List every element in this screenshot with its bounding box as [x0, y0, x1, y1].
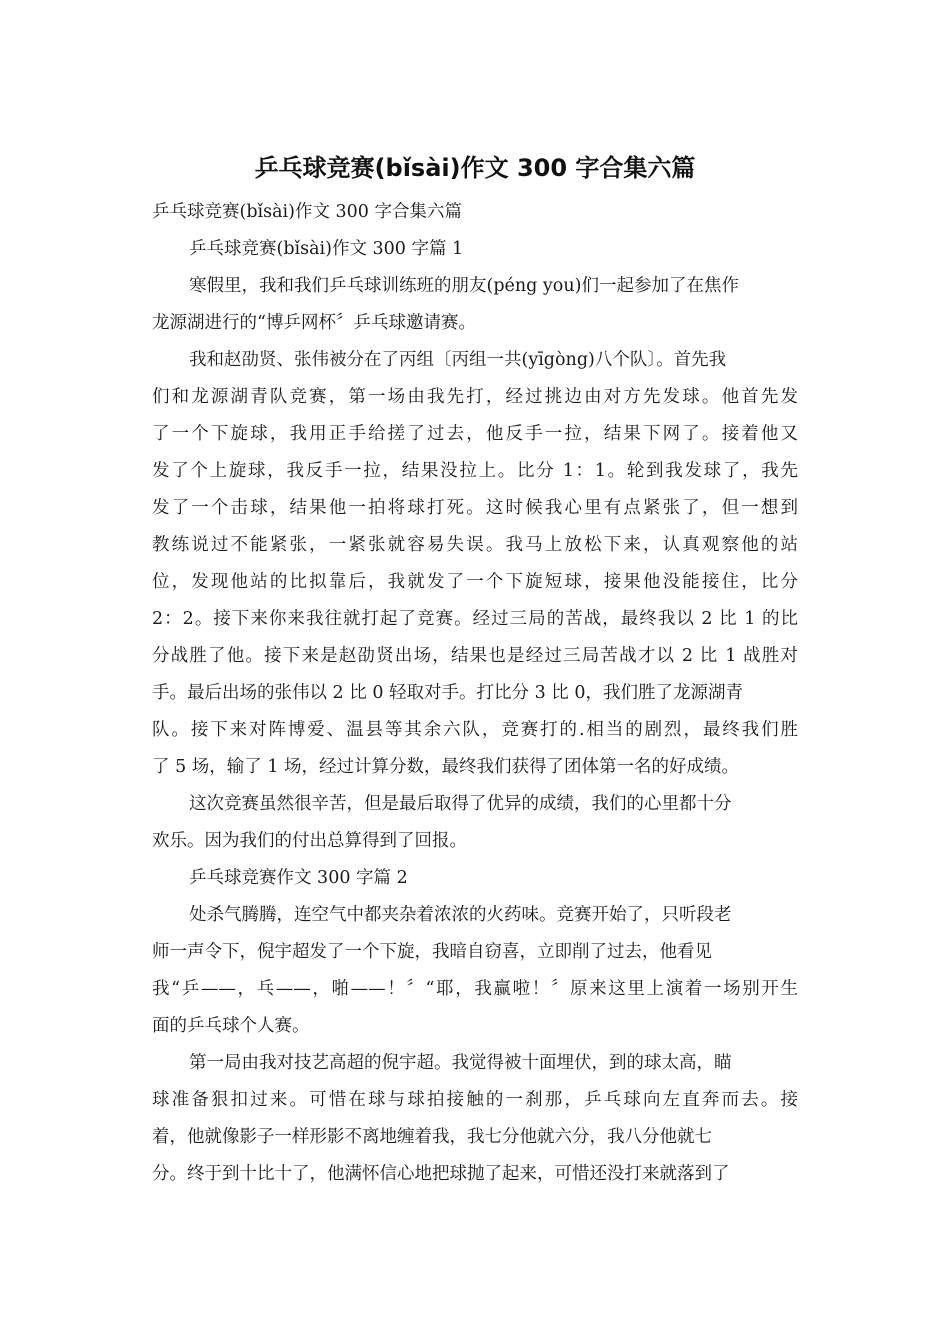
paragraph-line: 我“乒——，乓——，啪——！〞“耶，我赢啦！〞原来这里上演着一场别开生 — [152, 979, 798, 999]
paragraph-line: 发了个上旋球，我反手一拉，结果没拉上。比分 1：1。轮到我发球了，我先 — [152, 461, 798, 481]
subtitle-line: 乒乓球竞赛(bǐsài)作文 300 字合集六篇 — [152, 202, 462, 222]
paragraph-line: 了一个下旋球，我用正手给搓了过去，他反手一拉，结果下网了。接着他又 — [152, 424, 798, 444]
document-title: 乒乓球竞赛(bǐsài)作文 300 字合集六篇 — [254, 154, 696, 182]
paragraph-line: 我和赵劭贤、张伟被分在了丙组〔丙组一共(yīgòng)八个队〕。首先我 — [189, 350, 727, 370]
paragraph-line: 队。接下来对阵博爱、温县等其余六队，竞赛打的.相当的剧烈，最终我们胜 — [152, 720, 798, 740]
paragraph-line: 第一局由我对技艺高超的倪宇超。我觉得被十面埋伏，到的球太高，瞄 — [189, 1053, 732, 1073]
paragraph-line: 分。终于到十比十了，他满怀信心地把球抛了起来，可惜还没打来就落到了 — [152, 1164, 730, 1184]
paragraph-line: 分战胜了他。接下来是赵劭贤出场，结果也是经过三局苦战才以 2 比 1 战胜对 — [152, 646, 798, 666]
paragraph-line: 们和龙源湖青队竞赛，第一场由我先打，经过挑边由对方先发球。他首先发 — [152, 387, 798, 407]
paragraph-line: 发了一个击球，结果他一拍将球打死。这时候我心里有点紧张了，但一想到 — [152, 498, 798, 518]
section-heading-1: 乒乓球竞赛(bǐsài)作文 300 字篇 1 — [189, 239, 464, 259]
paragraph-line: 龙源湖进行的“博乒网杯〞乒乓球邀请赛。 — [152, 313, 476, 333]
paragraph-line: 处杀气腾腾，连空气中都夹杂着浓浓的火药味。竞赛开始了，只听段老 — [189, 905, 732, 925]
paragraph-line: 2：2。接下来你来我往就打起了竞赛。经过三局的苦战，最终我以 2 比 1 的比 — [152, 609, 798, 629]
paragraph-line: 欢乐。因为我们的付出总算得到了回报。 — [152, 831, 467, 851]
section-heading-2: 乒乓球竞赛作文 300 字篇 2 — [189, 868, 408, 888]
paragraph-line: 着，他就像影子一样形影不离地缠着我，我七分他就六分，我八分他就七 — [152, 1127, 712, 1147]
paragraph-line: 位，发现他站的比拟靠后，我就发了一个下旋短球，接果他没能接住，比分 — [152, 572, 798, 592]
paragraph-line: 寒假里，我和我们乒乓球训练班的朋友(péng you)们一起参加了在焦作 — [189, 276, 739, 296]
paragraph-line: 师一声令下，倪宇超发了一个下旋，我暗自窃喜，立即削了过去，他看见 — [152, 942, 712, 962]
paragraph-line: 手。最后出场的张伟以 2 比 0 轻取对手。打比分 3 比 0，我们胜了龙源湖青 — [152, 683, 743, 703]
paragraph-line: 这次竞赛虽然很辛苦，但是最后取得了优异的成绩，我们的心里都十分 — [189, 794, 732, 814]
paragraph-line: 教练说过不能紧张，一紧张就容易失误。我马上放松下来，认真观察他的站 — [152, 535, 798, 555]
paragraph-line: 球准备狠扣过来。可惜在球与球拍接触的一刹那，乒乓球向左直奔而去。接 — [152, 1090, 798, 1110]
paragraph-line: 面的乒乓球个人赛。 — [152, 1016, 310, 1036]
paragraph-line: 了 5 场，输了 1 场，经过计算分数，最终我们获得了团体第一名的好成绩。 — [152, 757, 740, 777]
